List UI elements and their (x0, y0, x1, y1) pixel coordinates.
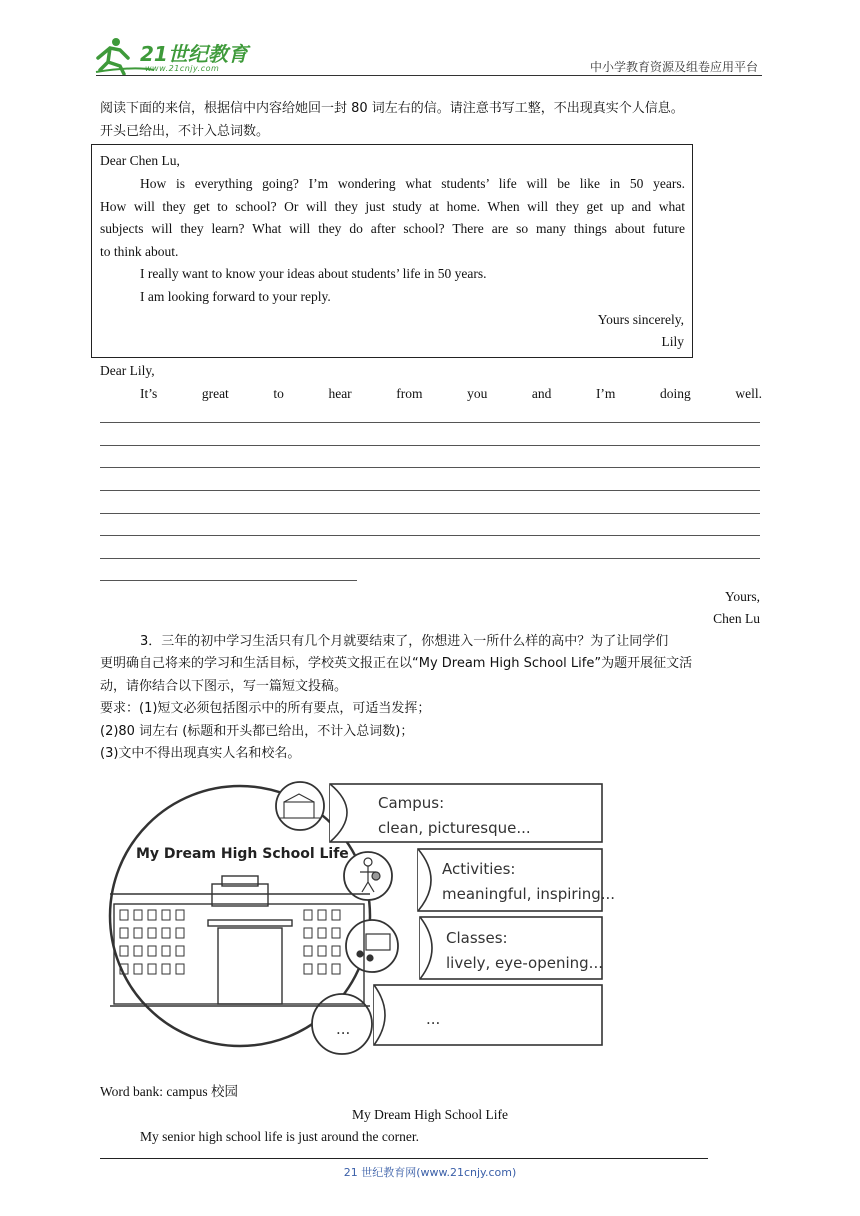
letter-greeting: Dear Chen Lu, (100, 153, 180, 168)
dream-school-figure (104, 776, 608, 1058)
reply-word: doing (660, 386, 691, 401)
reply-word: well. (735, 386, 762, 401)
figure-title: My Dream High School Life (136, 846, 349, 862)
reply-first-line (140, 383, 762, 405)
logo-text: 21世纪教育 (140, 42, 248, 66)
writing-line[interactable] (100, 535, 760, 536)
task3-line: 动，请你结合以下图示，写一篇短文投稿。 (100, 679, 348, 694)
writing-line[interactable] (100, 467, 760, 468)
figure-box-detail: meaningful, inspiring... (442, 885, 616, 903)
task3-requirement: 要求：(1)短文必须包括图示中的所有要点，可适当发挥； (100, 701, 431, 716)
figure-bubble-text: ... (336, 1020, 351, 1038)
figure-box-detail: lively, eye-opening... (446, 954, 603, 972)
letter-line: subjects will they learn? What will they do after school? There are so many things about future (100, 221, 685, 236)
letter-line: to think about. (100, 244, 179, 259)
figure-box-label: Activities: (442, 860, 516, 878)
reply-word: great (201, 386, 229, 401)
figure-box-label: Campus: (378, 794, 445, 812)
letter-closing: Yours sincerely, (597, 312, 684, 327)
writing-line[interactable] (100, 513, 760, 514)
footer-link[interactable]: 21 世纪教育网(www.21cnjy.com) (343, 1166, 517, 1179)
reply-signature: Chen Lu (713, 611, 760, 626)
reply-word: hear (328, 386, 352, 401)
reply-greeting: Dear Lily, (100, 363, 155, 378)
writing-line[interactable] (100, 580, 357, 581)
word-bank: Word bank: campus 校园 (100, 1084, 239, 1099)
header-divider (96, 75, 762, 76)
reply-word: It’s (140, 386, 158, 401)
reply-word: you (467, 386, 488, 401)
figure-box-detail: clean, picturesque... (378, 819, 531, 837)
writing-line[interactable] (100, 558, 760, 559)
platform-label: 中小学教育资源及组卷应用平台 (589, 60, 758, 74)
reply-word: and (531, 386, 552, 401)
figure-box-label: ... (426, 1010, 441, 1028)
figure-box-label: Classes: (446, 929, 508, 947)
task2-instruction-line2: 开头已给出，不计入总词数。 (100, 124, 270, 139)
writing-line[interactable] (100, 422, 760, 423)
task3-requirement: (2)80 词左右 (标题和开头都已给出，不计入总词数)； (100, 724, 414, 739)
essay-start: My senior high school life is just around the corner. (140, 1129, 419, 1144)
letter-line: How will they get to school? Or will they just study at home. When will they get up and what (100, 199, 685, 214)
letter-line: I am looking forward to your reply. (140, 289, 331, 304)
letter-signature: Lily (661, 334, 684, 349)
letter-line: How is everything going? I’m wondering what students’ life will be like in 50 years. (140, 176, 685, 191)
footer-divider (100, 1158, 708, 1159)
writing-line[interactable] (100, 445, 760, 446)
logo-url: www.21cnjy.com (145, 64, 220, 73)
task3-line: 更明确自己将来的学习和生活目标，学校英文报正在以“My Dream High School Life”为题开展征文活 (100, 656, 693, 671)
writing-line[interactable] (100, 490, 760, 491)
reply-word: from (396, 386, 423, 401)
task3-requirement: (3)文中不得出现真实人名和校名。 (100, 746, 301, 761)
reply-closing: Yours, (724, 589, 760, 604)
essay-title: My Dream High School Life (352, 1107, 508, 1122)
task2-instruction-line1: 阅读下面的来信，根据信中内容给她回一封 80 词左右的信。请注意书写工整，不出现真实个人信息。 (100, 101, 684, 116)
task3-line: 3．三年的初中学习生活只有几个月就要结束了，你想进入一所什么样的高中？为了让同学们 (140, 634, 669, 649)
reply-word: to (273, 386, 284, 401)
letter-line: I really want to know your ideas about students’ life in 50 years. (140, 266, 487, 281)
reply-word: I’m (595, 386, 616, 401)
